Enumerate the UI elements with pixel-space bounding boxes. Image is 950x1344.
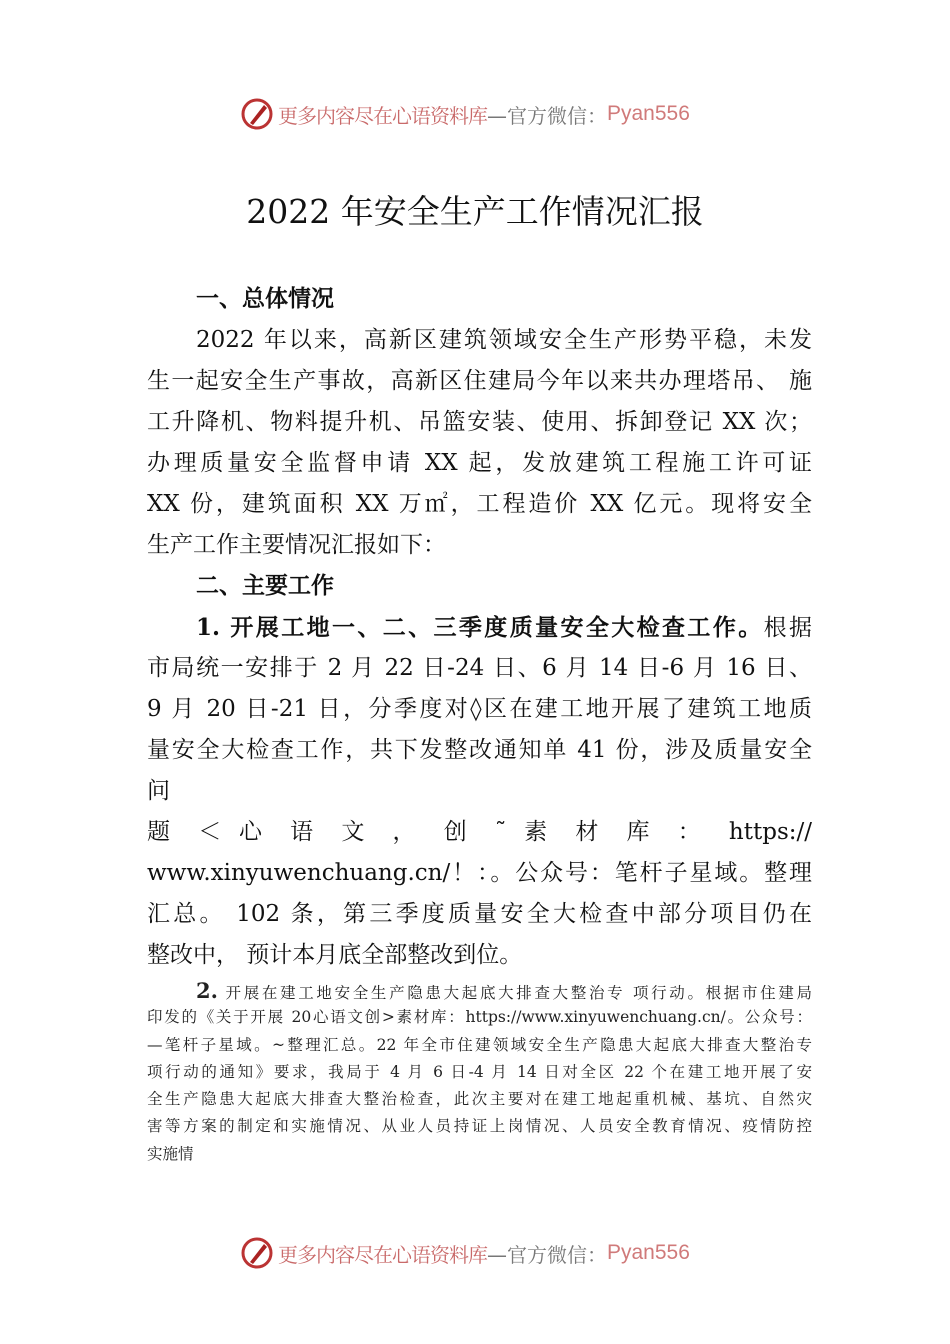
watermark-label: —官方微信： [487,1242,607,1267]
watermark-text: 更多内容尽在心语资料库 [278,103,487,128]
text-line: 2022 年以来，高新区建筑领域安全生产形势平稳，未发 [196,327,812,353]
item-number: 2. [196,978,218,1003]
text-line: 问 [147,778,170,804]
text-span: 根据 [763,615,812,641]
text-line: www.xinyuwenchuang.cn/！：。公众号：笔杆子星域。整理 [147,860,812,886]
page-title: 2022 年安全生产工作情况汇报 [246,192,704,231]
text-line: 生一起安全生产事故，高新区住建局今年以来共办理塔吊、 施 [147,368,812,394]
text-line: 办理质量安全监督申请 XX 起，发放建筑工程施工许可证 [147,450,812,476]
text-line: 项行动的通知》要求，我局于 4 月 6 日-4 月 14 日对全区 22 个在建工地开展了安 [147,1062,812,1081]
text-line: 害等方案的制定和实施情况、从业人员持证上岗情况、人员安全教育情况、疫情防控 [147,1117,812,1136]
item-heading: 1. 开展工地一、二、三季度质量安全大检查工作。 [196,614,764,641]
section-heading: 二、主要工作 [196,573,334,599]
text-line: 市局统一安排于 2 月 22 日-24 日、6 月 14 日-6 月 16 日、 [147,655,812,681]
text-line: 实施情 [147,1144,194,1163]
text-line [147,607,812,648]
text-span: 开展在建工地安全生产隐患大起底大排查大整治专 项行动。根据市住建局 [225,984,812,1002]
text-line: 生产工作主要情况汇报如下： [147,532,446,558]
watermark-wechat-id: Pyan556 [607,1241,690,1264]
text-line: 全生产隐患大起底大排查大整治检查，此次主要对在建工地起重机械、基坑、自然灾 [147,1090,812,1109]
text-line: 印发的《关于开展 20心语文创>素材库：https://www.xinyuwenchuang.cn/。公众号： [147,1008,812,1027]
watermark-footer [240,1235,690,1271]
document-body [147,279,812,976]
text-line: —笔杆子星域。~整理汇总。22 年全市住建领域安全生产隐患大起底大排查大整治专 [147,1035,812,1054]
item2-paragraph [147,977,812,1168]
text-line: 汇总。 102 条，第三季度质量安全大检查中部分项目仍在 [147,901,812,927]
section-heading: 一、总体情况 [196,286,334,312]
watermark-text: 更多内容尽在心语资料库 [278,1242,487,1267]
text-line: 整改中， 预计本月底全部整改到位。 [147,942,523,968]
text-line: XX 份，建筑面积 XX 万㎡，工程造价 XX 亿元。现将安全 [147,491,812,517]
text-line: 9 月 20 日-21 日，分季度对◊区在建工地开展了建筑工地质 [147,696,812,722]
watermark-wechat-id: Pyan556 [607,102,690,125]
text-line: 题 ＜ 心 语 文 ， 创 ˜ 素 材 库 ： https:// [147,819,812,845]
text-line: 量安全大检查工作，共下发整改通知单 41 份，涉及质量安全 [147,737,812,763]
text-line [147,977,812,1004]
text-line: 工升降机、物料提升机、吊篮安装、使用、拆卸登记 XX 次； [147,409,812,435]
pen-logo-icon [240,97,274,131]
watermark-header [240,96,690,132]
pen-logo-icon [240,1236,274,1270]
watermark-label: —官方微信： [487,103,607,128]
